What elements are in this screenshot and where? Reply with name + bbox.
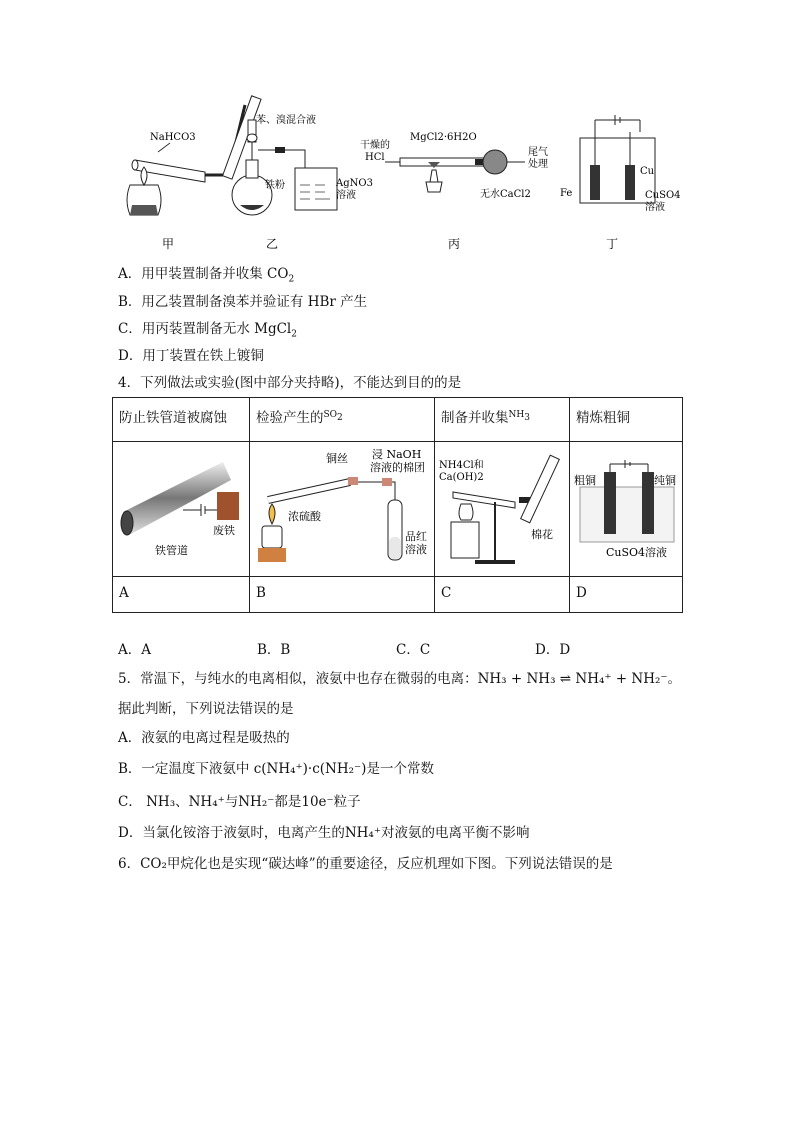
t-bing-g1-label: 干燥的 [360,140,390,151]
t4a-scrap-label: 废铁 [213,524,235,537]
t-bing-solid-label: MgCl2·6H2O [410,132,477,143]
q4-choice-b: B．B [257,642,291,658]
t4b-p2-label: 溶液 [405,543,427,556]
t4a-pipe-label: 铁管道 [155,544,188,557]
q3-option-b: B．用乙装置制备溴苯并验证有 HBr 产生 [118,294,368,310]
q6-stem: 6．CO₂甲烷化也是实现“碳达峰”的重要途径，反应机理如下图。下列说法错误的是 [118,856,613,872]
q5-stem-line1: 5．常温下，与纯水的电离相似，液氨中也存在微弱的电离：NH₃ + NH₃ ⇌ NH₄⁺ + NH₂⁻。 [118,671,682,687]
t4b-n1-label: 浸 NaOH [372,448,422,461]
q4-letter-a: A [113,577,250,613]
t-yi-iron-label: 铁粉 [265,180,285,191]
q3-option-a: A．用甲装置制备并收集 $CO_2$ [118,266,295,285]
apparatus-ding [560,115,681,251]
t4d-sol-label: CuSO4溶液 [606,546,668,559]
t4b-acid-label: 浓硫酸 [288,510,321,523]
t4b-p1-label: 品红 [405,530,427,543]
t4b-n2-label: 溶液的棉团 [370,461,425,474]
q5-option-b: B．一定温度下液氨中 c(NH₄⁺)·c(NH₂⁻)是一个常数 [118,761,434,777]
t-bing-g2-label: HCl [365,152,385,163]
q4-header-a: 防止铁管道被腐蚀 [113,398,250,442]
t-yi-lab-label: 乙 [266,237,279,251]
q5-option-c: C． NH₃、NH₄⁺与NH₂⁻都是10e⁻粒子 [118,794,361,810]
t4c-r2-label: Ca(OH)2 [439,472,484,483]
q5-option-d: D．当氯化铵溶于液氨时，电离产生的NH₄⁺对液氨的电离平衡不影响 [118,825,530,841]
t-yi-b1-label: AgNO3 [336,178,373,189]
q4-choice-a: A．A [118,642,151,658]
t-bing-t2-label: 处理 [528,159,548,170]
q3-option-c: C．用丙装置制备无水 MgCl$_2$ [118,321,297,340]
t4c-cot-label: 棉花 [531,528,553,541]
t-ding-s2-label: 溶液 [645,202,665,213]
q4-table [112,397,683,613]
t4c-r1-label: NH4Cl和 [439,460,484,471]
t-yi-b2-label: 溶液 [336,190,356,201]
t-ding-s1-label: CuSO4 [645,190,681,201]
q4-choice-d: D．D [535,642,571,658]
t-ding-lab-label: 丁 [606,237,619,251]
q5-stem-line2: 据此判断，下列说法错误的是 [118,701,294,717]
t-ding-cu-label: Cu [640,166,655,177]
q4-letter-d: D [570,577,683,613]
t-ding-fe-label: Fe [560,188,573,199]
jia-label: 甲 [162,237,175,251]
t-bing-drier-label: 无水CaCl2 [480,189,531,200]
q4-stem: 4．下列做法或实验(图中部分夹持略)，不能达到目的的是 [118,375,462,391]
apparatus-bing [360,132,548,251]
q4-image-c [435,442,570,577]
t-yi-top-label: 苯、溴混合液 [256,115,316,126]
q3-apparatus-figure [110,90,710,255]
q4-letter-b: B [250,577,435,613]
q4-letter-c: C [435,577,570,613]
t4d-crude-label: 粗铜 [574,474,596,487]
apparatus-yi [232,113,373,251]
q4-choice-c: C．C [396,642,431,658]
q3-option-d: D．用丁装置在铁上镀铜 [118,348,264,364]
q4-image-a [113,442,250,577]
apparatus-jia [127,96,261,251]
t4d-pure-label: 纯铜 [654,474,676,487]
q4-image-b [250,442,435,577]
q4-header-b: 检验产生的$^{SO_2}$ [250,398,435,442]
t-bing-lab-label: 丙 [448,237,461,251]
q4-header-c: 制备并收集$^{NH_3}$ [435,398,570,442]
q5-option-a: A．液氨的电离过程是吸热的 [118,730,290,746]
t-bing-t1-label: 尾气 [528,147,548,158]
q4-image-d [570,442,683,577]
t4b-cu-label: 铜丝 [326,452,348,465]
q4-header-d: 精炼粗铜 [570,398,683,442]
q5-equation: NH₃ + NH₃ ⇌ NH₄⁺ + NH₂⁻ [477,671,668,687]
nahco3-label: NaHCO3 [150,132,196,143]
